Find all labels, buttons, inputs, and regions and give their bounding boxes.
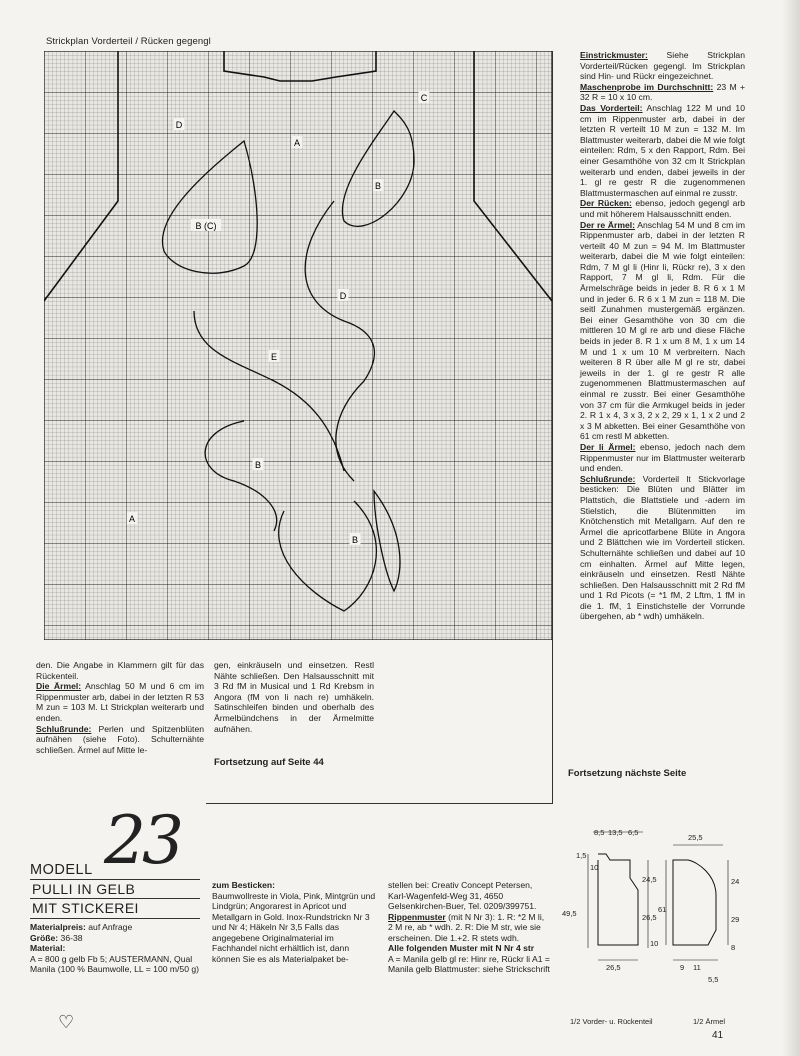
sleeve-29: 29 [731,915,740,924]
para-einsetzen: gen, einkräuseln und einsetzen. Restl Nähte schließen. Den Halsausschnitt mit 3 Rd fM in Musical und 1 Rd Krebsm in Angora (fM von li nach re) umhäkeln. Satinschleifen binden und oberhalb des Ärmelbündchens in der Ärmelmitte aufnähen. [214,660,374,734]
chart-label-5: D [339,291,347,301]
para-re-aermel: Der re Ärmel: Anschlag 54 M und 8 cm im Rippenmuster arb, dabei in der letzten R verteilt 40 M zun = 94 M. Im Blattmuster weiterarb, dabei die M wie folgt einteilen: Rdm, 7 M gl li (Hinr li, Rückr re), 3 x den Rapport, 7 M gl li, Rdm. Für die Ärmelschräge beids in jeder 8. R 6 x 1 M und in jeder 6. R 6 x 1 M zun = 118 M. Die seitl Zunahmen mustergemäß ergänzen. Bei einer Gesamthöhe von 30 cm die mittleren 10 M gl re arb und diese Fläche beids in jeder 8. R 1 x um 8 M, 1 x um 14 M und 1 x um 10 M verbreitern. Nach weiteren 8 R über alle M gl re str, dabei jeweils in der 1. gl re gestr R alle zugenommenen Blattmustermaschen auf einmal re zusstr. Bei einer Gesamthöhe von 37 cm für die Armkugel beids in jeder 2. R 1 x 4, 3 x 3, 2 x 2, 29 x 1, 1 x 2 und 2 x 3 M abketten. Bei einer Gesamthöhe von 61 cm restl M abketten. [580,219,745,442]
frame-right [552,51,553,804]
sleeve-24: 24 [731,877,740,886]
title-line-1: PULLI IN GELB [32,881,136,897]
schematic-diagram [548,820,788,1040]
para-aermel: Die Ärmel: Anschlag 50 M und 6 cm im Rippenmuster arb, dabei in der letzten R 53 M zun = 103 M. Lt Strickplan weiterarb und enden. [36,681,205,723]
chart-label-3: D [175,120,183,130]
dim-1-5: 1,5 [576,851,587,860]
left-column [36,660,204,755]
sleeve-top: 25,5 [688,833,703,842]
para-li-aermel: Der li Ärmel: ebenso, jedoch nach dem Rippenmuster nur im Blattmuster weiterarb und enden. [580,441,745,474]
chart-label-1: B [374,181,382,191]
para-maschenprobe: Maschenprobe im Durchschnitt: 23 M + 32 R = 10 x 10 cm. [580,81,746,103]
modell-label: MODELL [30,862,93,878]
chart-label-4: B (C) [195,221,217,231]
chart-label-0: A [293,138,301,148]
col-besticken: zum Besticken: Baumwollreste in Viola, Pink, Mintgrün und Lindgrün; Angorarest in Apricot und Metallgarn in Gold. Inox-Rundstrickn Nr 3 und Nr 4; Häkeln Nr 3,5 Falls das angegebene Originalmaterial im Fachhandel nicht erhältlich ist, dann können Sie es als Materialpaket be- [212,880,376,964]
model-number: 23 [104,802,180,879]
dim-bottom: 26,5 [606,963,621,972]
para-vorderteil: Das Vorderteil: Anschlag 122 M und 10 cm im Rippenmuster arb, dabei in der letzten R verteilt 10 M zun = 132 M. Im Blattmuster weiterarb, dabei die M wie folgt einteilen: Rdm, 5 x den Rapport, Rdm. Bei einer Gesamthöhe von 32 cm lt Strickplan weiterarb und enden, dabei jeweils in der 1. gl re gestr R die zugenommenen Blattmustermaschen auf einmal re zusstr. [580,102,745,198]
dim-top-2: 13,5 [608,828,623,837]
chart-label-9: B [351,535,359,545]
dim-49-5: 49,5 [562,909,577,918]
rule-1 [30,879,200,880]
chart-label-8: A [128,514,136,524]
chart-title: Strickplan Vorderteil / Rücken gegengl [46,36,211,47]
dim-10b: 10 [650,939,659,948]
title-line-2: MIT STICKEREI [32,900,139,916]
dim-10a: 10 [590,863,599,872]
rule-2 [30,898,200,899]
right-column [580,50,745,622]
para-rueckenteil: den. Die Angabe in Klammern gilt für das Rückenteil. [36,660,204,681]
chart-label-6: E [270,352,278,362]
page-number: 41 [712,1030,724,1041]
caption-sleeve: 1/2 Ärmel [693,1017,726,1026]
para-schlussrunde-left: Schlußrunde: Perlen und Spitzenblüten aufnähen (siehe Foto). Schulternähte schließen. Ärmel auf Mitte le- [36,723,204,755]
frame-bottom [206,803,553,804]
col-rippenmuster: stellen bei: Creativ Concept Petersen, Karl-Wagenfeld-Weg 31, 4650 Gelsenkirchen-Buer, Tel. 0209/399751. Rippenmuster (mit N Nr 3): 1. R: *2 M li, 2 M re, ab * wdh. 2. R: Die M str, wie sie erscheinen. Die 1.+2. R stets wdh. Alle folgenden Muster mit N Nr 4 str A = Manila gelb gl re: Hinr re, Rückr li A1 = Manila gelb Blattmuster: siehe Strickschrift [388,880,550,974]
chart-label-7: B [254,460,262,470]
sleeve-5-5: 5,5 [708,975,719,984]
knitting-chart [44,51,552,640]
para-ruecken: Der Rücken: ebenso, jedoch gegengl arb und mit höherem Halsausschnitt enden. [580,198,746,219]
chart-label-2: C [420,93,428,103]
para-einstrickmuster: Einstrickmuster: Siehe Strickplan Vorderteil/Rücken gegengl. Im Strickplan sind Hin- und Rückr eingezeichnet. [580,50,745,82]
para-schlussrunde: Schlußrunde: Vorderteil lt Stickvorlage besticken: Die Blüten und Blätter im Plattstich, die Blattstiele und -adern im Stielstich, die Blütenmitten im Knötchenstich mit Metallgarn. Auf den re Ärmel die apricotfarbene Blüte in Angora und 2 Blättchen wie im Vorderteil sticken. Schulternähte schließen und dabei auf 10 cm einhalten. Ärmel auf Mitte legen, einkräuseln und einsetzen. Restl Nähte schließen. Den Halsausschnitt mit 2 Rd fM und 1 Rd Picots (= *1 fM, 2 Lftm, 1 fM in die 1. fM, 1 Einstichstelle der Vorrunde übergehen, ab * wdh) umhäkeln. [580,473,745,622]
sleeve-bot-2: 11 [693,963,701,972]
continue-next-page: Fortsetzung nächste Seite [568,768,687,779]
dim-top-1: 8,5 [594,828,605,837]
dim-top-3: 6,5 [628,828,639,837]
continue-page-44: Fortsetzung auf Seite 44 [214,757,324,768]
material-block: Materialpreis: auf Anfrage Größe: 36-38 Material: A = 800 g gelb Fb 5; AUSTERMANN, Qual Manila (100 % Baumwolle, LL = 100 m/50 g) [30,922,200,974]
middle-column [214,660,374,734]
heart-icon: ♡ [58,1012,75,1032]
sleeve-8: 8 [731,943,736,952]
dim-24-5: 24,5 [642,875,657,884]
sleeve-bot-1: 9 [680,963,685,972]
material-text: A = 800 g gelb Fb 5; AUSTERMANN, Qual Manila (100 % Baumwolle, LL = 100 m/50 g) [30,953,200,974]
caption-body: 1/2 Vorder- u. Rückenteil [570,1017,653,1026]
sleeve-61: 61 [658,905,667,914]
dim-26-5: 26,5 [642,913,657,922]
rule-3 [30,918,200,919]
